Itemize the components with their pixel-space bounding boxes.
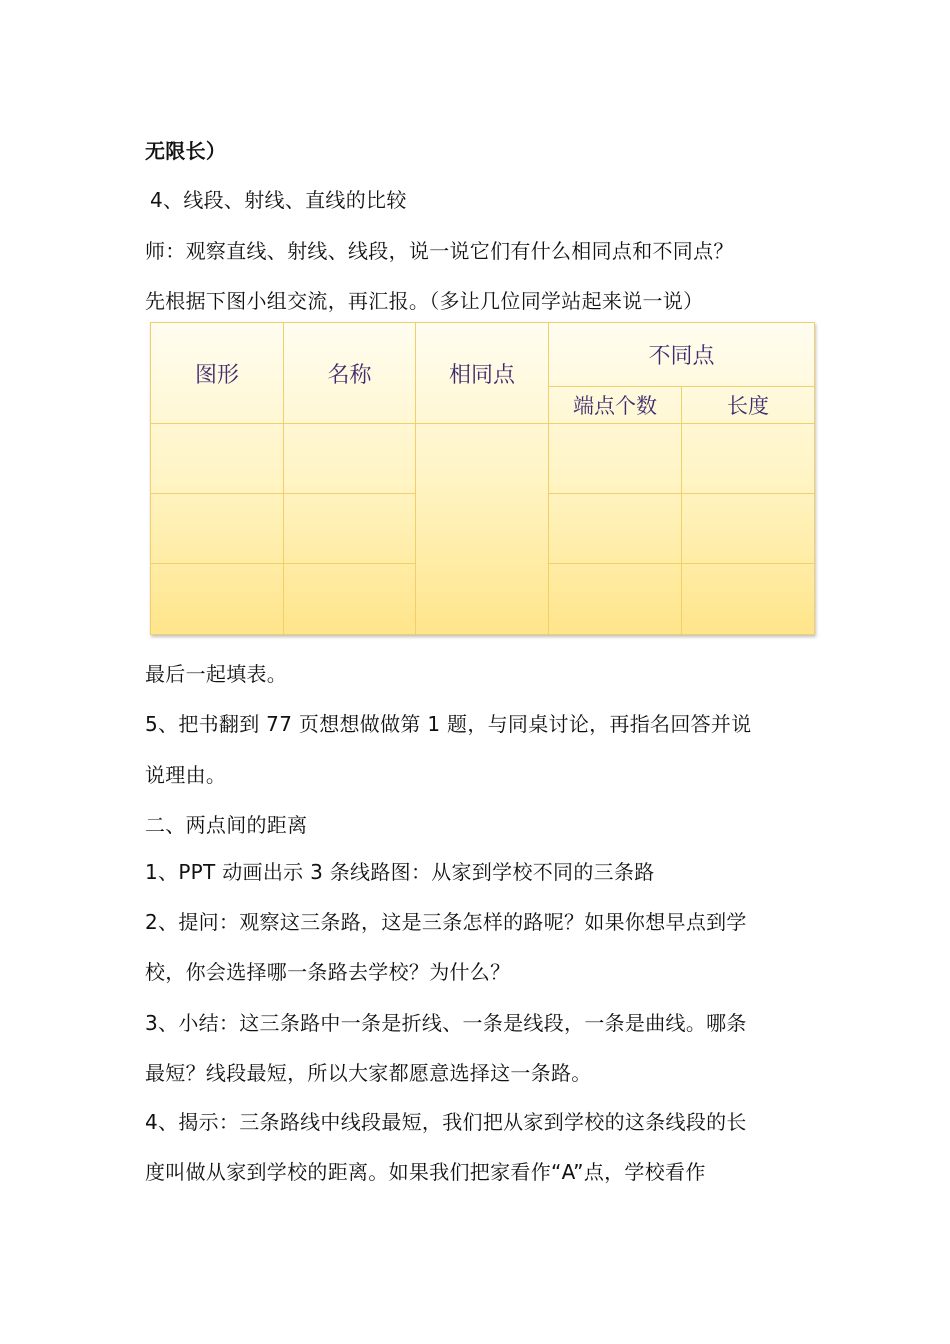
text-line-summary-cont: 最短？线段最短，所以大家都愿意选择这一条路。 bbox=[145, 1061, 592, 1085]
cell-endpoints-2 bbox=[549, 494, 682, 564]
text-line-ppt: 1、PPT 动画出示 3 条线路图：从家到学校不同的三条路 bbox=[145, 860, 655, 884]
text-line-question: 2、提问：观察这三条路，这是三条怎样的路呢？如果你想早点到学 bbox=[145, 910, 747, 934]
cell-endpoints-3 bbox=[549, 564, 682, 635]
cell-length-1 bbox=[682, 424, 815, 494]
header-same: 相同点 bbox=[416, 323, 549, 424]
text-line-summary: 3、小结：这三条路中一条是折线、一条是线段，一条是曲线。哪条 bbox=[145, 1011, 747, 1035]
cell-name-3 bbox=[284, 564, 416, 635]
text-line-group-discussion: 先根据下图小组交流，再汇报。（多让几位同学站起来说一说） bbox=[145, 289, 704, 313]
cell-length-3 bbox=[682, 564, 815, 635]
header-endpoints: 端点个数 bbox=[549, 387, 682, 424]
text-line-teacher-question: 师：观察直线、射线、线段，说一说它们有什么相同点和不同点？ bbox=[145, 239, 734, 263]
cell-endpoints-1 bbox=[549, 424, 682, 494]
section-heading-distance: 二、两点间的距离 bbox=[145, 813, 308, 837]
cell-shape-3 bbox=[151, 564, 284, 635]
text-line-exercise: 5、把书翻到 77 页想想做做第 1 题，与同桌讨论，再指名回答并说 bbox=[145, 712, 752, 736]
text-line-exercise-cont: 说理由。 bbox=[145, 763, 227, 787]
comparison-table bbox=[150, 322, 815, 635]
text-line-reveal: 4、揭示：三条路线中线段最短，我们把从家到学校的这条线段的长 bbox=[145, 1110, 747, 1134]
cell-shape-2 bbox=[151, 494, 284, 564]
section-heading-comparison: 4、线段、射线、直线的比较 bbox=[150, 188, 407, 212]
cell-name-1 bbox=[284, 424, 416, 494]
header-shape: 图形 bbox=[151, 323, 284, 424]
text-line-reveal-cont: 度叫做从家到学校的距离。如果我们把家看作“A”点，学校看作 bbox=[145, 1160, 706, 1184]
text-line-continuation: 无限长） bbox=[145, 139, 227, 163]
cell-shape-1 bbox=[151, 424, 284, 494]
text-line-fill-table: 最后一起填表。 bbox=[145, 662, 288, 686]
text-line-question-cont: 校，你会选择哪一条路去学校？为什么？ bbox=[145, 960, 511, 984]
header-diff: 不同点 bbox=[549, 323, 815, 387]
header-length: 长度 bbox=[682, 387, 815, 424]
cell-same-merged bbox=[416, 424, 549, 635]
cell-name-2 bbox=[284, 494, 416, 564]
header-name: 名称 bbox=[284, 323, 416, 424]
cell-length-2 bbox=[682, 494, 815, 564]
